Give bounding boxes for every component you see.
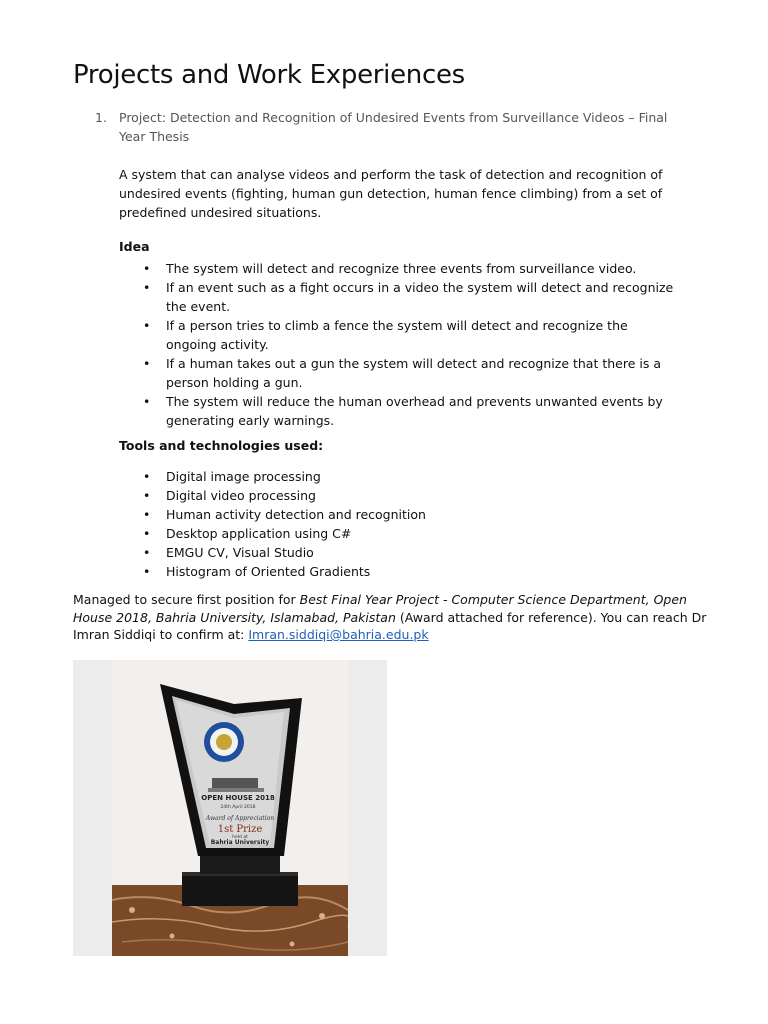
bullet-glyph: •: [143, 356, 151, 371]
list-item: • The system will detect and recognize three events from surveillance video.: [143, 261, 637, 276]
trophy-heldat-text: held at: [232, 835, 248, 840]
project-heading-text: Project: Detection and Recognition of Undesired Events from Surveillance Videos – Final Year Thesis: [119, 110, 668, 144]
award-paragraph: [73, 591, 713, 644]
list-item: • If a person tries to climb a fence the system will detect and recognize the ongoing activity.: [143, 318, 628, 352]
page-title: Projects and Work Experiences: [73, 60, 465, 90]
list-number: 1.: [95, 110, 107, 125]
bullet-glyph: •: [143, 261, 151, 276]
tools-list: [119, 467, 679, 581]
bullet-glyph: •: [143, 545, 151, 560]
award-text-italic: Best Final Year Project - Computer Science Department, Open House 2018, Bahria University, Islamabad, Pakistan: [73, 592, 687, 625]
bullet-glyph: •: [143, 318, 151, 333]
project-description: A system that can analyse videos and perform the task of detection and recognition of undesired events (fighting, human gun detection, human fence climbing) from a set of predefined undesired situations.: [119, 167, 663, 220]
award-text-before: Managed to secure first position for: [73, 592, 300, 607]
bullet-glyph: •: [143, 564, 151, 579]
photo-background: [112, 660, 348, 956]
bullet-glyph: •: [143, 280, 151, 295]
trophy-prize-text: 1st Prize: [217, 824, 263, 835]
trophy-illustration: [112, 660, 348, 956]
list-item: • If a human takes out a gun the system will detect and recognize that there is a person holding a gun.: [143, 356, 662, 390]
trophy-date-text: 24th April 2018: [220, 805, 256, 810]
list-item: • Digital video processing: [143, 488, 316, 503]
list-item: • The system will reduce the human overhead and prevents unwanted events by generating early warnings.: [143, 394, 663, 428]
email-link[interactable]: Imran.siddiqi@bahria.edu.pk: [248, 627, 429, 642]
trophy-venue-text: Bahria University: [210, 839, 270, 846]
bullet-glyph: •: [143, 507, 151, 522]
idea-list: [119, 259, 679, 430]
list-item: • Desktop application using C#: [143, 526, 352, 541]
bullet-glyph: •: [143, 526, 151, 541]
idea-label: Idea: [119, 239, 150, 254]
bullet-glyph: •: [143, 469, 151, 484]
trophy-award-line: Award of Appreciation: [205, 815, 275, 822]
award-text-after: (Award attached for reference). You can reach Dr Imran Siddiqi to confirm at:: [73, 609, 707, 642]
bullet-glyph: •: [143, 394, 151, 409]
list-item: • Histogram of Oriented Gradients: [143, 564, 371, 579]
list-item: • Digital image processing: [143, 469, 321, 484]
list-item: • EMGU CV, Visual Studio: [143, 545, 314, 560]
tools-label: Tools and technologies used:: [119, 438, 324, 453]
trophy-event-text: OPEN HOUSE 2018: [201, 794, 275, 802]
list-item: • If an event such as a fight occurs in a video the system will detect and recognize the event.: [143, 280, 674, 314]
trophy-photo: [73, 660, 387, 956]
bullet-glyph: •: [143, 488, 151, 503]
list-item: • Human activity detection and recognition: [143, 507, 426, 522]
